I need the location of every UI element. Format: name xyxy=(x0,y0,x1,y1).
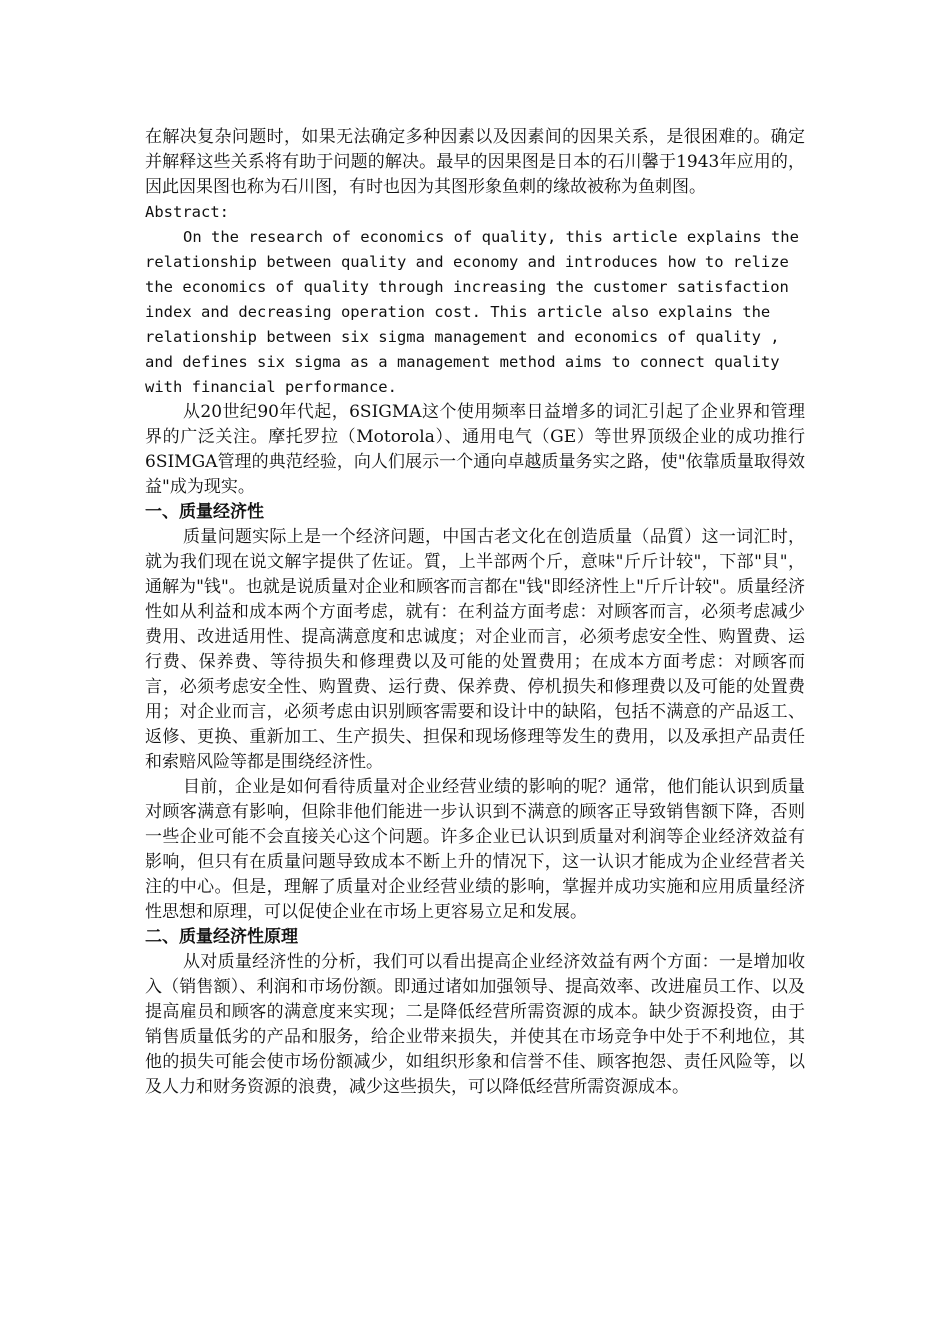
intro-paragraph: 在解决复杂问题时，如果无法确定多种因素以及因素间的因果关系，是很困难的。确定并解释这些关系将有助于问题的解决。最早的因果图是日本的石川馨于1943年应用的，因此因果图也称为石川图，有时也因为其图形象鱼刺的缘故被称为鱼刺图。 xyxy=(145,127,805,197)
abstract-label: Abstract: xyxy=(145,203,229,221)
section-2-heading: 二、质量经济性原理 xyxy=(145,927,298,947)
section-1-heading: 一、质量经济性 xyxy=(145,502,264,522)
section-1-paragraph-2: 目前，企业是如何看待质量对企业经营业绩的影响的呢？通常，他们能认识到质量对顾客满意有影响，但除非他们能进一步认识到不满意的顾客正导致销售额下降，否则一些企业可能不会直接关心这个问题。许多企业已认识到质量对利润等企业经济效益有影响，但只有在质量问题导致成本不断上升的情况下，这一认识才能成为企业经营者关注的中心。但是，理解了质量对企业经营业绩的影响，掌握并成功实施和应用质量经济性思想和原理，可以促使企业在市场上更容易立足和发展。 xyxy=(145,777,805,922)
section-2-paragraph-1: 从对质量经济性的分析，我们可以看出提高企业经济效益有两个方面：一是增加收入（销售额）、利润和市场份额。即通过诸如加强领导、提高效率、改进雇员工作、以及提高雇员和顾客的满意度来实现；二是降低经营所需资源的成本。缺少资源投资，由于销售质量低劣的产品和服务，给企业带来损失，并使其在市场竞争中处于不利地位，其他的损失可能会使市场份额减少，如组织形象和信誉不佳、顾客抱怨、责任风险等，以及人力和财务资源的浪费，减少这些损失，可以降低经营所需资源成本。 xyxy=(145,952,805,1097)
section-1-paragraph-1: 质量问题实际上是一个经济问题，中国古老文化在创造质量（品質）这一词汇时，就为我们现在说文解字提供了佐证。質，上半部两个斤，意味"斤斤计较"，下部"貝"，通解为"钱"。也就是说质量对企业和顾客而言都在"钱"即经济性上"斤斤计较"。质量经济性如从利益和成本两个方面考虑，就有：在利益方面考虑：对顾客而言，必须考虑减少费用、改进适用性、提高满意度和忠诚度；对企业而言，必须考虑安全性、购置费、运行费、保养费、等待损失和修理费以及可能的处置费用；在成本方面考虑：对顾客而言，必须考虑安全性、购置费、运行费、保养费、停机损失和修理费以及可能的处置费用；对企业而言，必须考虑由识别顾客需要和设计中的缺陷，包括不满意的产品返工、返修、更换、重新加工、生产损失、担保和现场修理等发生的费用，以及承担产品责任和索赔风险等都是围绕经济性。 xyxy=(145,527,805,772)
abstract-text: On the research of economics of quality, this article explains the relationship between quality and economy and introduces how to relize the economics of quality through increasing the customer satisfaction index and decreasing operation cost. This article also explains the relationship between six sigma management and economics of quality , and defines six sigma as a management method aims to connect quality with financial performance. xyxy=(145,228,799,396)
document-page xyxy=(145,125,805,1100)
body-intro-paragraph: 从20世纪90年代起，6SIGMA这个使用频率日益增多的词汇引起了企业界和管理界的广泛关注。摩托罗拉（Motorola）、通用电气（GE）等世界顶级企业的成功推行6SIMGA管理的典范经验，向人们展示一个通向卓越质量务实之路，使"依靠质量取得效益"成为现实。 xyxy=(145,402,805,497)
